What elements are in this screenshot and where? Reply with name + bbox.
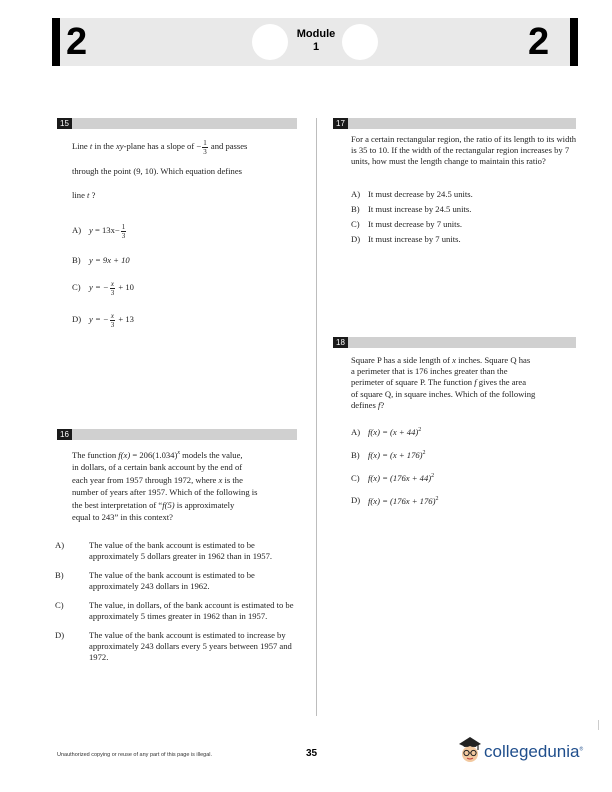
option-16-d[interactable]: D) The value of the bank account is estimated to increase by approximately 243 dollars every 5 years between 1957 and 1972. (55, 630, 292, 662)
option-16-a[interactable]: A) The value of the bank account is estimated to be approximately 5 dollars greater in 1962 than in 1957. (55, 540, 273, 561)
question-17-stem: For a certain rectangular region, the ratio of its length to its width is 35 to 10. If the width of the rectangular region increases by 7 units, how must the length change to maintain this ratio? (351, 134, 577, 167)
collegedunia-mascot-icon (456, 734, 484, 764)
option-17-d[interactable]: D) It must increase by 7 units. (351, 234, 461, 244)
column-divider (316, 118, 317, 716)
option-15-d[interactable]: D) y = − $\frac{x}{3}$ + 13 (72, 311, 134, 329)
question-header-16 (57, 429, 297, 440)
section-number-left: 2 (66, 21, 88, 63)
slope-fraction: $\frac{1}{3}$ (203, 138, 207, 156)
question-number-16: 16 (57, 429, 72, 440)
module-label: Module 1 (296, 28, 336, 53)
option-15-b[interactable]: B) y = 9x + 10 (72, 255, 130, 265)
option-18-b[interactable]: B) $f(x) = (x + 176)^2$ (351, 449, 426, 460)
question-header-18 (333, 337, 576, 348)
question-15-stem: Line t in the xy-plane has a slope of − $\frac{1}{3}$ and passes through the point (9, 10). Which equation defines line t ? (72, 138, 248, 200)
brand-logo-text: collegedunia® (484, 742, 584, 761)
option-15-a[interactable]: A) y = 13x− $\frac{1}{3}$ (72, 222, 126, 240)
option-15-c[interactable]: C) y = − $\frac{x}{3}$ + 10 (72, 279, 134, 297)
question-16-stem: The function $f(x) = 206(1.034)^x$ models the value, in dollars, of a certain bank account by the end of each year from 1957 through 1972, where x is the number of years after 1957. Which of the following is the best interpretation of “f(5) is approximately equal to 243” in this context? (72, 449, 258, 523)
question-header-17 (333, 118, 576, 129)
header-left-block (52, 18, 60, 66)
option-17-b[interactable]: B) It must increase by 24.5 units. (351, 204, 472, 214)
edge-mark (598, 720, 599, 730)
header-right-block (570, 18, 578, 66)
question-17-options (351, 189, 576, 245)
page-number: 35 (306, 748, 318, 759)
question-15-options (72, 221, 302, 328)
option-17-c[interactable]: C) It must decrease by 7 units. (351, 219, 463, 229)
question-18-stem: Square P has a side length of x inches. Square Q has a perimeter that is 176 inches greater than the perimeter of square P. The function f gives the area of square Q, in square inches. Which of the following defines f? (351, 355, 536, 410)
option-16-b[interactable]: B) The value of the bank account is estimated to be approximately 243 dollars in 1962. (55, 570, 255, 591)
header-circle-left (252, 24, 288, 60)
question-number-18: 18 (333, 337, 348, 348)
option-16-c[interactable]: C) The value, in dollars, of the bank account is estimated to be approximately 5 times greater in 1962 than in 1957. (55, 600, 294, 621)
option-18-c[interactable]: C) $f(x) = (176x + 44)^2$ (351, 472, 435, 483)
header-circle-right (342, 24, 378, 60)
option-18-d[interactable]: D) $f(x) = (176x + 176)^2$ (351, 495, 439, 506)
question-number-15: 15 (57, 118, 72, 129)
question-18-options (351, 425, 576, 506)
option-18-a[interactable]: A) $f(x) = (x + 44)^2$ (351, 426, 422, 437)
question-header-15 (57, 118, 297, 129)
copyright-note: Unauthorized copying or reuse of any part of this page is illegal. (57, 752, 213, 758)
question-number-17: 17 (333, 118, 348, 129)
option-17-a[interactable]: A) It must decrease by 24.5 units. (351, 189, 473, 199)
section-number-right: 2 (528, 21, 550, 63)
question-16-options (55, 540, 297, 663)
